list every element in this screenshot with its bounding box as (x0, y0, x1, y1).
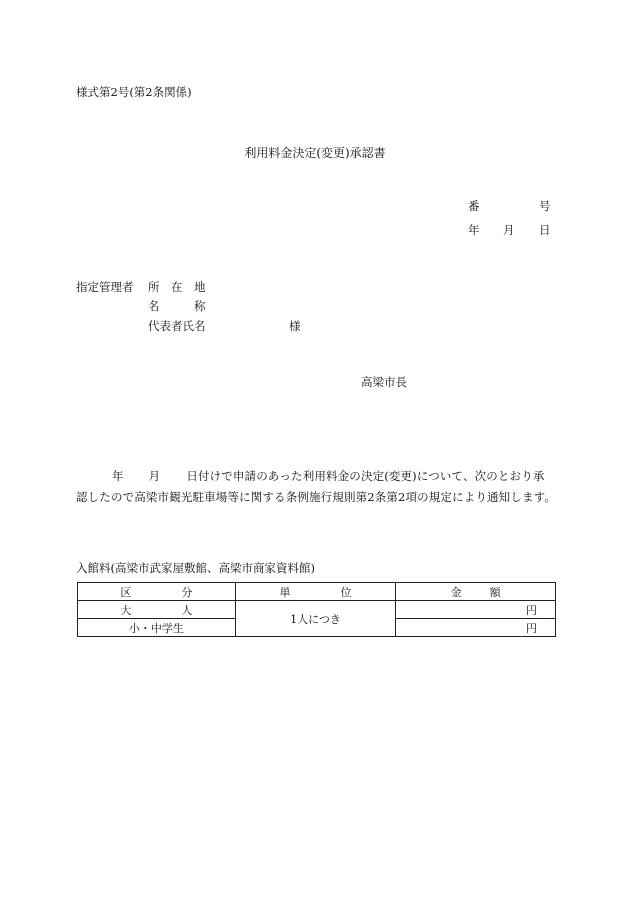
category-cell: 小・中学生 (78, 619, 236, 637)
document-title: 利用料金決定(変更)承認書 (244, 146, 386, 160)
date-year-label: 年 (468, 223, 480, 237)
header-amount: 金額 (396, 583, 556, 601)
header-unit: 単位 (235, 583, 396, 601)
category-cell: 大人 (78, 601, 236, 619)
addressee-role: 指定管理者 (76, 280, 134, 294)
body-line1-rest: 日付けで申請のあった利用料金の決定(変更)について、次のとおり承 (186, 469, 545, 483)
honorific: 様 (289, 319, 301, 333)
table-header-row (78, 583, 556, 601)
notice-rest: 認したので高梁市観光駐車場等に関する条例施行規則第2条第2項の規定により通知します。 (76, 490, 557, 504)
fee-table (77, 582, 556, 637)
notice-body (76, 466, 556, 508)
representative-label: 代表者氏名 (148, 319, 206, 333)
number-label: 番 (468, 199, 480, 213)
table-caption: 入館料(高梁市武家屋敷館、高梁市商家資料館) (76, 561, 315, 575)
amount-cell: 円 (396, 601, 556, 619)
notice-line-1 (76, 466, 556, 487)
form-number: 様式第2号(第2条関係) (76, 85, 192, 99)
amount-cell: 円 (396, 619, 556, 637)
date-day-label: 日 (539, 223, 551, 237)
body-month: 月 (148, 469, 161, 483)
header-category: 区分 (78, 583, 236, 601)
issuer: 高梁市長 (361, 375, 407, 389)
name-label: 名 称 (148, 299, 206, 313)
date-month-label: 月 (503, 223, 515, 237)
table-row (78, 601, 556, 619)
unit-cell: 1人につき (235, 601, 396, 637)
address-label: 所 在 地 (148, 280, 206, 294)
number-suffix: 号 (539, 199, 551, 213)
body-year: 年 (112, 469, 124, 483)
